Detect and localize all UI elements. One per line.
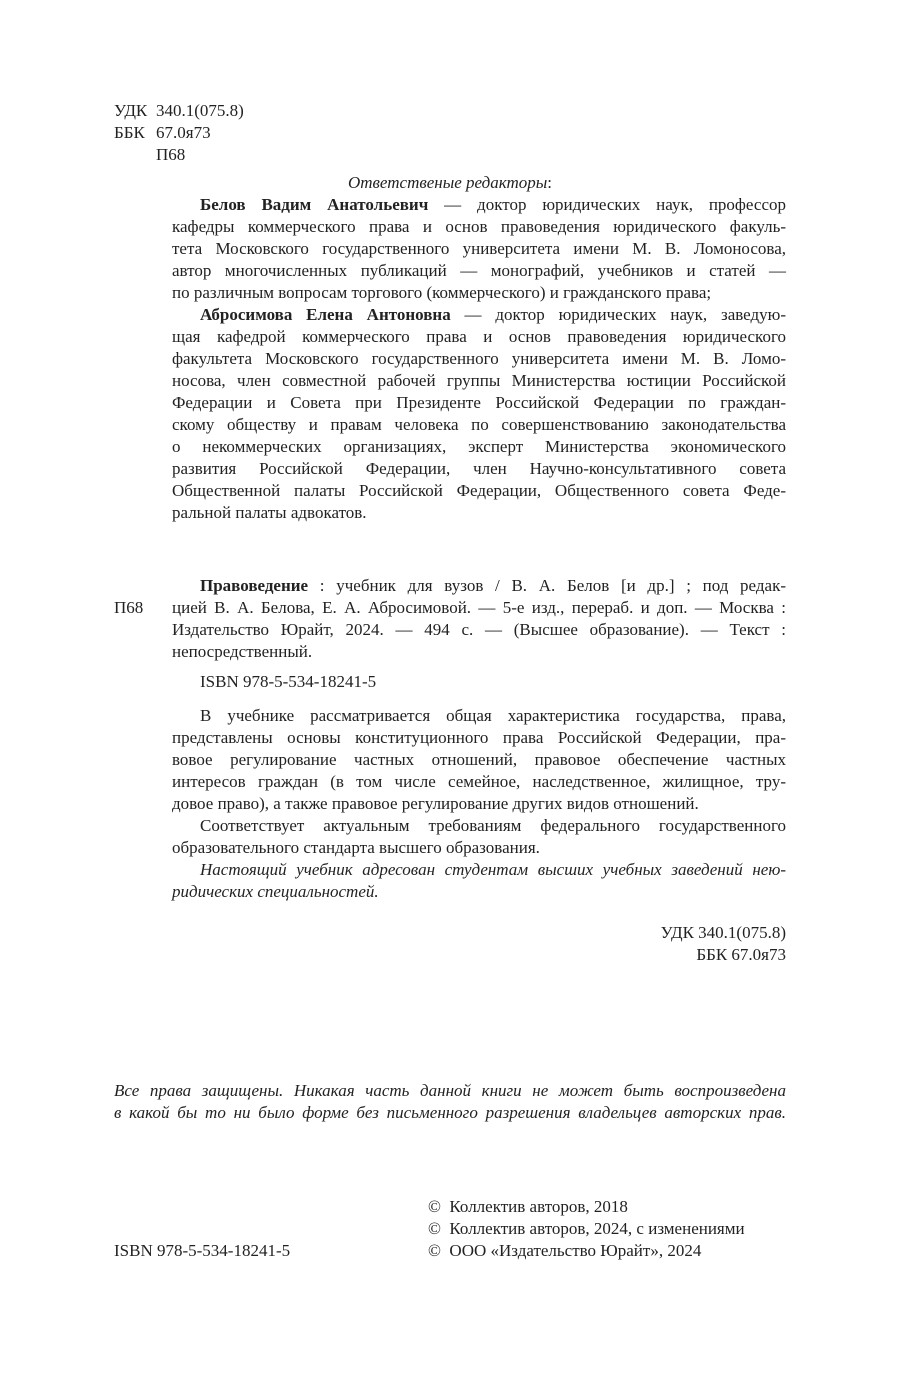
annotation-p3-line-1: ридических специальностей. [172,882,379,901]
editors-heading-text: Ответственые редакторы [348,173,548,192]
editor2-line-3: носова, член совместной рабочей группы Министерства юстиции Российской [172,371,786,390]
annotation-p1-line-4: довое право), а также правовое регулирование других видов отношений. [172,794,699,813]
copyright-line: © Коллектив авторов, 2018 [428,1197,628,1216]
book-title: Правоведение [200,576,309,595]
copyright-line: © ООО «Издательство Юрайт», 2024 [428,1241,702,1260]
rights-line-0: Все права защищены. Никакая часть данной книги не может быть воспроизведена [114,1081,786,1100]
udk-right: УДК 340.1(075.8) [660,923,786,942]
editor2-line-9: ральной палаты адвокатов. [172,503,367,522]
editors-heading-colon: : [547,173,552,192]
bib-author-mark: П68 [114,598,144,617]
bib-line-2: Издательство Юрайт, 2024. — 494 с. — (Высшее образование). — Текст : [172,620,786,639]
editor1-line-1: кафедры коммерческого права и основ правоведения юридического факуль- [172,217,786,236]
bbk-row [114,122,244,144]
bbk-value: 67.0я73 [156,123,211,142]
classification-codes [114,100,244,166]
bib-isbn: ISBN 978-5-534-18241-5 [200,672,377,691]
copyright-line: © Коллектив авторов, 2024, с изменениями [428,1219,745,1238]
editor2-line-4: Федерации и Совета при Президенте Российской Федерации по граждан- [172,393,786,412]
bbk-label: ББК [114,123,145,142]
bbk-right: ББК 67.0я73 [696,945,786,964]
rights-line-1: в какой бы то ни было форме без письменного разрешения владельцев авторских прав. [114,1103,786,1122]
udk-row [114,100,244,122]
author-mark-row [114,144,244,166]
annotation-p2-line-1: образовательного стандарта высшего образования. [172,838,540,857]
udk-label: УДК [114,101,148,120]
classification-right [661,922,786,966]
bib-line-3: непосредственный. [172,642,313,661]
editor1-line-0: Белов Вадим Анатольевич — доктор юридических наук, профессор [200,195,786,214]
editor1-line-2: тета Московского государственного университета имени М. В. Ломоносова, [172,239,786,258]
editor2-name: Абросимова Елена Антоновна [200,305,451,324]
editor2-line-8: Общественной палаты Российской Федерации, Общественного совета Феде- [172,481,786,500]
editor2-line-6: о некоммерческих организациях, эксперт Министерства экономического [172,437,786,456]
editor2-line-1: щая кафедрой коммерческого права и основ правоведения юридического [172,327,786,346]
author-mark: П68 [156,145,186,164]
copyright-icon: © [428,1219,441,1238]
bibliographic-record [172,575,786,663]
bib-line-0: Правоведение : учебник для вузов / В. А. Белов [и др.] ; под редак- [200,576,786,595]
copyright-icon: © [428,1197,441,1216]
editor2-line-7: развития Российской Федерации, член Научно-консультативного совета [172,459,786,478]
annotation-p1-line-0: В учебнике рассматривается общая характеристика государства, права, [200,706,786,725]
editor2-line-5: скому обществу и правам человека по совершенствованию законодательства [172,415,786,434]
copyright-list [428,1196,745,1262]
editor1-line-3: автор многочисленных публикаций — монографий, учебников и статей — [172,261,786,280]
editor1-line-4: по различным вопросам торгового (коммерческого) и гражданского права; [172,283,712,302]
editor2-line-2: факультета Московского государственного университета имени М. В. Ломо- [172,349,786,368]
editor2-line-0: Абросимова Елена Антоновна — доктор юридических наук, заведую- [200,305,786,324]
annotation [172,705,786,903]
annotation-p1-line-3: интересов граждан (в том числе семейное, наследственное, жилищное, тру- [172,772,786,791]
annotation-p3-line-0: Настоящий учебник адресован студентам высших учебных заведений нею- [200,860,786,879]
footer-isbn: ISBN 978-5-534-18241-5 [114,1241,291,1260]
editors-heading [114,172,786,194]
editor1-name: Белов Вадим Анатольевич [200,195,429,214]
copyright-icon: © [428,1241,441,1260]
bib-line-1: цией В. А. Белова, Е. А. Абросимовой. — 5-е изд., перераб. и доп. — Москва : [172,598,786,617]
udk-value: 340.1(075.8) [156,101,244,120]
annotation-p1-line-1: представлены основы конституционного права Российской Федерации, пра- [172,728,786,747]
annotation-p1-line-2: вовое регулирование частных отношений, правовое обеспечение частных [172,750,786,769]
rights-notice [114,1080,786,1124]
annotation-p2-line-0: Соответствует актуальным требованиям федерального государственного [200,816,786,835]
editors-block [172,194,786,524]
